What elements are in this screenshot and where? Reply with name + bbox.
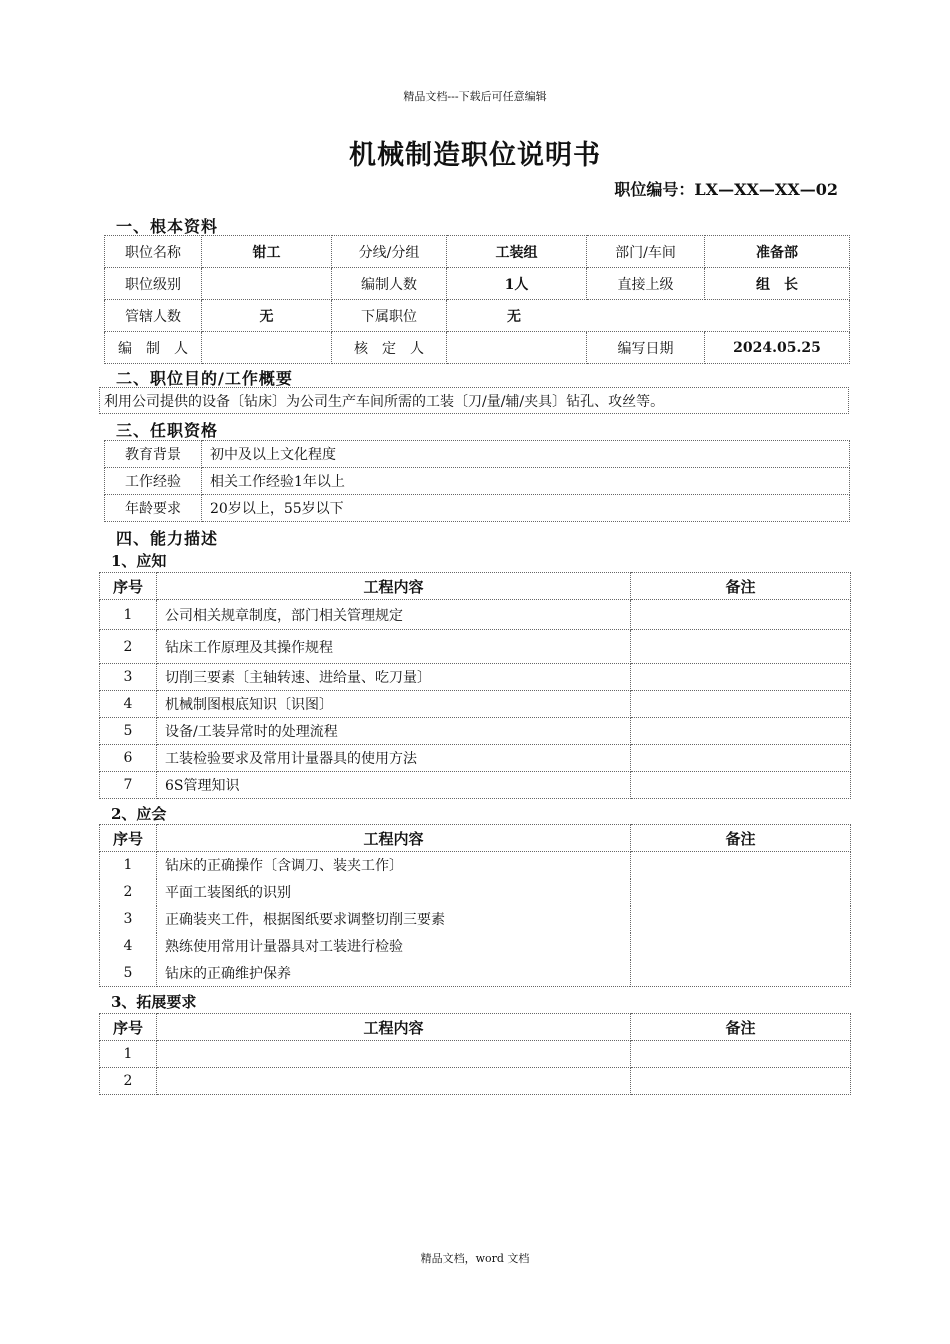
cell: 工作经验 bbox=[105, 468, 202, 495]
col-header-no: 序号 bbox=[100, 573, 157, 600]
cell: 1 bbox=[100, 1041, 157, 1068]
know-table bbox=[99, 572, 851, 799]
cell: 2024.05.25 bbox=[705, 332, 850, 364]
cell: 7 bbox=[100, 772, 157, 799]
col-header-content: 工程内容 bbox=[157, 825, 631, 852]
cell: 钳工 bbox=[202, 236, 332, 268]
table-row bbox=[100, 718, 851, 745]
cell: 5 bbox=[100, 960, 157, 987]
cell bbox=[631, 691, 851, 718]
basic-info-row bbox=[105, 268, 850, 300]
cell bbox=[202, 268, 332, 300]
cell bbox=[631, 1041, 851, 1068]
cell: 编制人数 bbox=[332, 268, 447, 300]
col-header-remark: 备注 bbox=[631, 573, 851, 600]
cell: 钻床的正确维护保养 bbox=[157, 960, 631, 987]
cell bbox=[631, 1068, 851, 1095]
table-header-row bbox=[100, 1014, 851, 1041]
header-note: 精品文档---下载后可任意编辑 bbox=[403, 90, 547, 103]
footer-note: 精品文档，word 文档 bbox=[420, 1252, 530, 1265]
cell: 6 bbox=[100, 745, 157, 772]
cell: 组 长 bbox=[705, 268, 850, 300]
cell: 无 bbox=[202, 300, 332, 332]
cell bbox=[157, 1068, 631, 1095]
section-ability-heading: 四、能力描述 bbox=[116, 529, 219, 548]
cell: 公司相关规章制度，部门相关管理规定 bbox=[157, 600, 631, 630]
cell: 编 制 人 bbox=[105, 332, 202, 364]
cell: 直接上级 bbox=[587, 268, 705, 300]
col-header-remark: 备注 bbox=[631, 1014, 851, 1041]
cell: 无 bbox=[447, 300, 850, 332]
basic-info-table bbox=[104, 235, 850, 364]
cell: 编写日期 bbox=[587, 332, 705, 364]
cell: 2 bbox=[100, 1068, 157, 1095]
cell: 工装检验要求及常用计量器具的使用方法 bbox=[157, 745, 631, 772]
cell: 5 bbox=[100, 718, 157, 745]
cell: 熟练使用常用计量器具对工装进行检验 bbox=[157, 933, 631, 960]
cell bbox=[631, 664, 851, 691]
cell: 4 bbox=[100, 933, 157, 960]
cell: 2 bbox=[100, 630, 157, 664]
extend-table bbox=[99, 1013, 851, 1095]
col-header-no: 序号 bbox=[100, 825, 157, 852]
cell bbox=[631, 718, 851, 745]
cell: 下属职位 bbox=[332, 300, 447, 332]
section-qualification-heading: 三、任职资格 bbox=[116, 421, 219, 440]
cell: 职位名称 bbox=[105, 236, 202, 268]
col-header-content: 工程内容 bbox=[157, 1014, 631, 1041]
cell: 分线/分组 bbox=[332, 236, 447, 268]
cell: 核 定 人 bbox=[332, 332, 447, 364]
cell bbox=[631, 772, 851, 799]
cell: 1人 bbox=[447, 268, 587, 300]
cell: 1 bbox=[100, 600, 157, 630]
cell: 教育背景 bbox=[105, 441, 202, 468]
table-header-row bbox=[100, 825, 851, 852]
section-basic-info-heading: 一、根本资料 bbox=[116, 217, 219, 236]
cell: 部门/车间 bbox=[587, 236, 705, 268]
cell: 设备/工装异常时的处理流程 bbox=[157, 718, 631, 745]
can-subheading: 2、应会 bbox=[111, 805, 167, 823]
cell: 平面工装图纸的识别 bbox=[157, 879, 631, 906]
table-header-row bbox=[100, 573, 851, 600]
cell: 3 bbox=[100, 664, 157, 691]
table-row bbox=[100, 1041, 851, 1068]
know-subheading: 1、应知 bbox=[111, 552, 167, 570]
cell: 相关工作经验1年以上 bbox=[202, 468, 850, 495]
cell: 20岁以上，55岁以下 bbox=[202, 495, 850, 522]
cell bbox=[447, 332, 587, 364]
table-row bbox=[100, 745, 851, 772]
table-row bbox=[100, 852, 851, 879]
cell: 机械制图根底知识〔识图〕 bbox=[157, 691, 631, 718]
cell: 钻床工作原理及其操作规程 bbox=[157, 630, 631, 664]
cell: 2 bbox=[100, 879, 157, 906]
cell: 准备部 bbox=[705, 236, 850, 268]
table-row bbox=[100, 772, 851, 799]
cell: 3 bbox=[100, 906, 157, 933]
table-row bbox=[100, 664, 851, 691]
section-purpose-heading: 二、职位目的/工作概要 bbox=[116, 369, 293, 388]
cell: 6S管理知识 bbox=[157, 772, 631, 799]
cell: 初中及以上文化程度 bbox=[202, 441, 850, 468]
cell: 职位级别 bbox=[105, 268, 202, 300]
col-header-no: 序号 bbox=[100, 1014, 157, 1041]
document-title: 机械制造职位说明书 bbox=[349, 140, 601, 171]
cell: 4 bbox=[100, 691, 157, 718]
qualification-row bbox=[105, 468, 850, 495]
cell: 管辖人数 bbox=[105, 300, 202, 332]
cell: 工装组 bbox=[447, 236, 587, 268]
cell bbox=[202, 332, 332, 364]
purpose-table bbox=[99, 387, 849, 414]
cell bbox=[157, 1041, 631, 1068]
cell: 1 bbox=[100, 852, 157, 879]
purpose-text: 利用公司提供的设备〔钻床〕为公司生产车间所需的工装〔刀/量/辅/夹具〕钻孔、攻丝等。 bbox=[100, 388, 849, 414]
table-row bbox=[100, 600, 851, 630]
cell: 正确装夹工件，根据图纸要求调整切削三要素 bbox=[157, 906, 631, 933]
cell: 切削三要素〔主轴转速、进给量、吃刀量〕 bbox=[157, 664, 631, 691]
qualification-row bbox=[105, 495, 850, 522]
basic-info-row bbox=[105, 300, 850, 332]
table-row bbox=[100, 630, 851, 664]
qualification-table bbox=[104, 440, 850, 522]
can-table bbox=[99, 824, 851, 987]
cell bbox=[631, 745, 851, 772]
cell: 钻床的正确操作〔含调刀、装夹工作〕 bbox=[157, 852, 631, 879]
qualification-row bbox=[105, 441, 850, 468]
position-number: 职位编号：LX—XX—XX—02 bbox=[614, 180, 838, 199]
cell: 年龄要求 bbox=[105, 495, 202, 522]
extend-subheading: 3、拓展要求 bbox=[111, 993, 197, 1011]
basic-info-row bbox=[105, 236, 850, 268]
table-row bbox=[100, 691, 851, 718]
cell bbox=[631, 852, 851, 987]
col-header-content: 工程内容 bbox=[157, 573, 631, 600]
col-header-remark: 备注 bbox=[631, 825, 851, 852]
table-row bbox=[100, 1068, 851, 1095]
cell bbox=[631, 630, 851, 664]
basic-info-row bbox=[105, 332, 850, 364]
cell bbox=[631, 600, 851, 630]
